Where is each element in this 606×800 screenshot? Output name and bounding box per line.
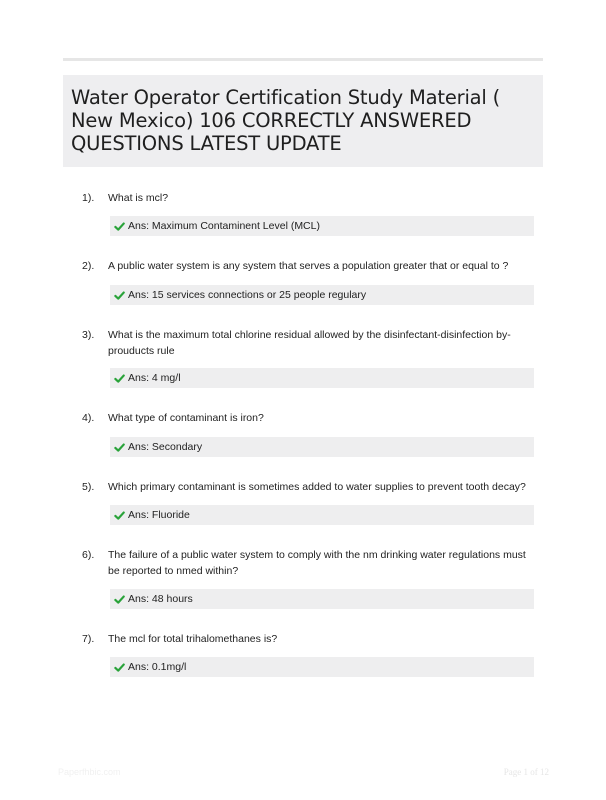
answer-text: Ans: Maximum Contaminent Level (MCL) — [128, 220, 320, 232]
question-text: Which primary contaminant is sometimes added to water supplies to prevent tooth decay? — [108, 481, 526, 493]
answer-box — [110, 368, 534, 388]
document-title: Water Operator Certification Study Material ( New Mexico) 106 CORRECTLY ANSWERED QUESTIONS LATEST UPDATE — [71, 86, 501, 155]
question-number: 7). — [82, 633, 95, 645]
question-text: What is the maximum total chlorine residual allowed by the disinfectant-disinfection by-prouducts rule — [108, 329, 511, 357]
answer-box — [110, 589, 534, 609]
question-number: 1). — [82, 192, 95, 204]
question-number: 6). — [82, 549, 95, 561]
check-icon — [114, 221, 125, 232]
answer-text: Ans: Secondary — [128, 441, 203, 453]
check-icon — [114, 594, 125, 605]
top-divider — [63, 58, 543, 61]
question-text: The failure of a public water system to comply with the nm drinking water regulations must be reported to nmed within? — [108, 549, 526, 577]
answer-text: Ans: 48 hours — [128, 593, 193, 605]
answer-box — [110, 285, 534, 305]
answer-text: Ans: 0.1mg/l — [128, 661, 187, 673]
question-text: What is mcl? — [108, 192, 169, 204]
question-number: 4). — [82, 412, 95, 424]
check-icon — [114, 442, 125, 453]
title-banner — [63, 75, 543, 167]
question-number: 3). — [82, 329, 95, 341]
question-text: What type of contaminant is iron? — [108, 412, 264, 424]
answer-text: Ans: 15 services connections or 25 people regulary — [128, 289, 367, 301]
answer-box — [110, 216, 534, 236]
page-number: Page 1 of 12 — [503, 767, 549, 777]
check-icon — [114, 510, 125, 521]
question-text: A public water system is any system that serves a population greater that or equal to ? — [108, 260, 509, 272]
check-icon — [114, 662, 125, 673]
question-number: 5). — [82, 481, 95, 493]
answer-box — [110, 657, 534, 677]
answer-box — [110, 437, 534, 457]
question-text: The mcl for total trihalomethanes is? — [108, 633, 278, 645]
check-icon — [114, 373, 125, 384]
footer-watermark: Paperfhbic.com — [58, 767, 121, 777]
check-icon — [114, 290, 125, 301]
question-number: 2). — [82, 260, 95, 272]
answer-box — [110, 505, 534, 525]
answer-text: Ans: 4 mg/l — [128, 372, 181, 384]
answer-text: Ans: Fluoride — [128, 509, 190, 521]
